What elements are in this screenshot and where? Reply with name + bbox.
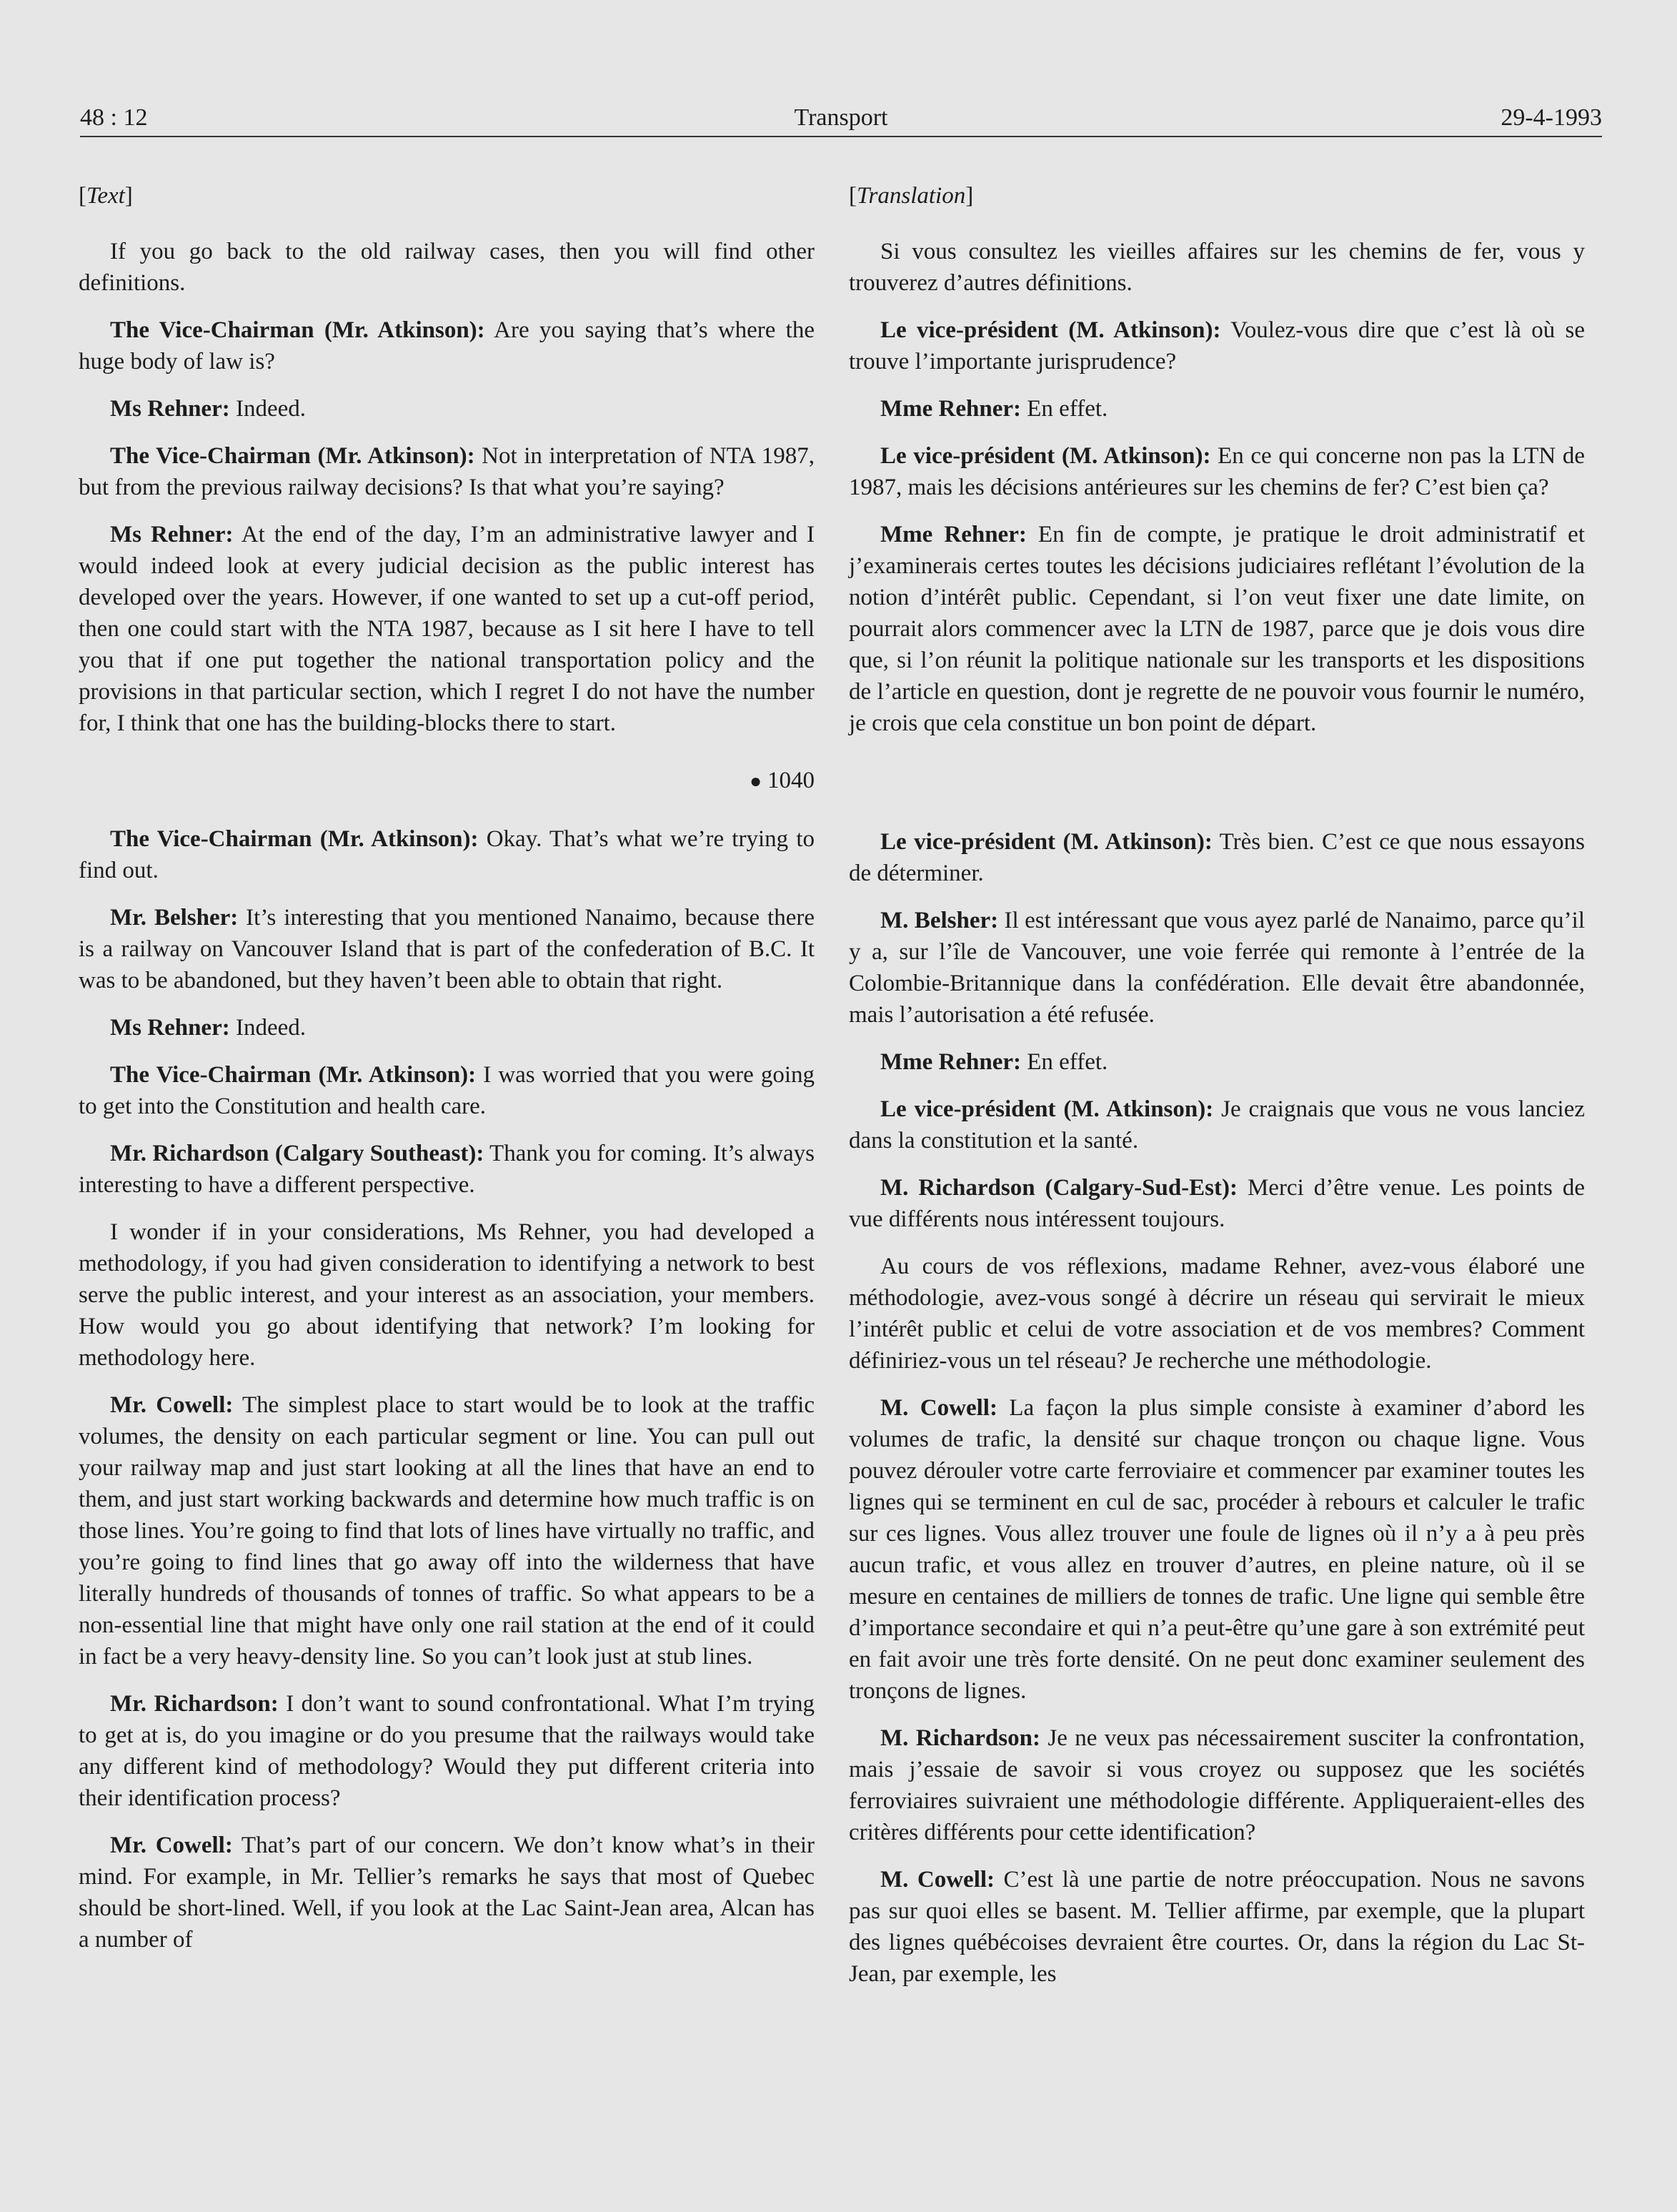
left-column-english <box>79 180 815 1971</box>
transcript-paragraph <box>849 314 1585 377</box>
speaker-name: Mr. Richardson: <box>110 1691 279 1717</box>
paragraph-text: En effet. <box>1021 1049 1108 1075</box>
speaker-name: Ms Rehner: <box>110 522 234 547</box>
paragraph-text: Merci d’être venue. Les points de vue différents nous intéressent toujours. <box>849 1175 1585 1232</box>
paragraph-text: At the end of the day, I’m an administrative lawyer and I would indeed look at every judicial decision as the public interest has developed over the years. However, if one wanted to set up a cut-off period, then one could start with the NTA 1987, because as I sit here I have to tell you that if one put together the national transportation policy and the provisions in that particular section, which I regret I do not have the number for, I think that one has the building-blocks there to start. <box>79 522 815 736</box>
paragraph-text: Not in interpretation of NTA 1987, but from the previous railway decisions? Is that what you’re saying? <box>79 443 815 500</box>
speaker-name: Mr. Belsher: <box>110 905 239 931</box>
transcript-paragraph <box>849 519 1585 739</box>
paragraph-text: Très bien. C’est ce que nous essayons de déterminer. <box>849 829 1585 886</box>
transcript-paragraph <box>79 1138 815 1201</box>
paragraph-text: C’est là une partie de notre préoccupation. Nous ne savons pas sur quoi elles se basent. M. Tellier affirme, par exemple, que la plupart des lignes québécoises devraient être courtes. Or, dans la région du Lac St-Jean, par exemple, les <box>849 1867 1585 1987</box>
paragraph-text: En effet. <box>1021 396 1108 422</box>
paragraph-text: It’s interesting that you mentioned Nanaimo, because there is a railway on Vancouver Island that is part of the confederation of B.C. It was to be abandoned, but they haven’t been able to obtain that right. <box>79 905 815 993</box>
speaker-name: Mr. Richardson (Calgary Southeast): <box>110 1141 484 1166</box>
transcript-paragraph <box>849 1722 1585 1848</box>
paragraph-text: I wonder if in your considerations, Ms Rehner, you had developed a methodology, if you had given consideration to identifying a network to best serve the public interest, and your interest as an association, your members. How would you go about identifying that network? I’m looking for methodology here. <box>79 1219 815 1371</box>
right-column-french <box>849 180 1585 2005</box>
paragraph-text: That’s part of our concern. We don’t know what’s in their mind. For example, in Mr. Tellier’s remarks he says that most of Quebec should be short-lined. Well, if you look at the Lac Saint-Jean area, Alcan has a number of <box>79 1832 815 1953</box>
speaker-name: M. Cowell: <box>880 1867 995 1893</box>
time-marker: ● 1040 <box>750 768 815 793</box>
marker-spacer <box>849 755 1585 826</box>
transcript-paragraph <box>79 393 815 425</box>
paragraph-text: Thank you for coming. It’s always interesting to have a different perspective. <box>79 1141 815 1198</box>
paragraph-text: Il est intéressant que vous ayez parlé de Nanaimo, parce qu’il y a, sur l’île de Vancouver, une voie ferrée qui remonte à l’entrée de la Colombie-Britannique dans la confédération. Elle devait être abandonnée, mais l’autorisation a été refusée. <box>849 908 1585 1028</box>
speaker-name: Ms Rehner: <box>110 396 230 422</box>
left-paragraphs-b <box>79 823 815 1955</box>
page-header <box>80 93 1602 137</box>
transcript-paragraph <box>79 1688 815 1814</box>
right-paragraphs-a <box>849 236 1585 739</box>
right-paragraphs-b <box>849 826 1585 1990</box>
speaker-name: Mme Rehner: <box>880 1049 1022 1075</box>
paragraph-text: En ce qui concerne non pas la LTN de 1987, mais les décisions antérieures sur les chemins de fer? C’est bien ça? <box>849 443 1585 500</box>
paragraph-text: Je craignais que vous ne vous lanciez dans la constitution et la santé. <box>849 1096 1585 1154</box>
transcript-paragraph <box>849 1046 1585 1078</box>
speaker-name: The Vice-Chairman (Mr. Atkinson): <box>110 443 475 469</box>
paragraph-text: If you go back to the old railway cases, then you will find other definitions. <box>79 239 815 296</box>
speaker-name: Le vice-président (M. Atkinson): <box>880 829 1213 855</box>
speaker-name: Mr. Cowell: <box>110 1832 233 1858</box>
speaker-name: M. Richardson: <box>880 1725 1040 1751</box>
speaker-name: Le vice-président (M. Atkinson): <box>880 317 1221 343</box>
publication-title: Transport <box>794 104 888 131</box>
transcript-paragraph <box>79 236 815 299</box>
speaker-name: The Vice-Chairman (Mr. Atkinson): <box>110 1062 477 1088</box>
paragraph-text: En fin de compte, je pratique le droit administratif et j’examinerais certes toutes les décisions judiciaires reflétant l’évolution de la notion d’intérêt public. Cependant, si l’on veut fixer une date limite, on pourrait alors commencer avec la LTN de 1987, parce que je dois vous dire que, si l’on réunit la politique nationale sur les transports et les dispositions de l’article en question, dont je regrette de ne pouvoir vous fournir le numéro, je crois que cela constitue un bon point de départ. <box>849 522 1585 736</box>
speaker-name: Le vice-président (M. Atkinson): <box>880 443 1211 469</box>
paragraph-text: The simplest place to start would be to look at the traffic volumes, the density on each particular segment or line. You can pull out your railway map and just start looking at all the lines that have an end to them, and just start working backwards and determine how much traffic is on those lines. You’re going to find that lots of lines have virtually no traffic, and you’re going to find lines that go away off into the wilderness that have literally hundreds of thousands of tonnes of traffic. So what appears to be a non-essential line that might have only one rail station at the end of it could in fact be a very heavy-density line. So you can’t look just at stub lines. <box>79 1392 815 1670</box>
bullet-icon: ● <box>750 770 762 793</box>
transcript-paragraph <box>849 826 1585 889</box>
left-paragraphs-a <box>79 236 815 739</box>
speaker-name: M. Belsher: <box>880 908 999 933</box>
speaker-name: Ms Rehner: <box>110 1015 230 1041</box>
transcript-paragraph <box>79 314 815 377</box>
paragraph-text: Si vous consultez les vieilles affaires sur les chemins de fer, vous y trouverez d’autres définitions. <box>849 239 1585 296</box>
transcript-paragraph <box>79 1389 815 1672</box>
paragraph-text: Indeed. <box>229 1015 307 1041</box>
transcript-paragraph <box>79 1830 815 1955</box>
speaker-name: The Vice-Chairman (Mr. Atkinson): <box>110 826 479 852</box>
paragraph-text: Indeed. <box>229 396 307 422</box>
transcript-paragraph <box>849 1251 1585 1377</box>
transcript-paragraph <box>849 1864 1585 1990</box>
transcript-paragraph <box>79 823 815 886</box>
paragraph-text: I don’t want to sound confrontational. What I’m trying to get at is, do you imagine or do you presume that the railways would take any different kind of methodology? Would they put different criteria into their identification process? <box>79 1691 815 1811</box>
transcript-paragraph <box>849 440 1585 503</box>
transcript-paragraph <box>79 1216 815 1374</box>
transcript-paragraph <box>79 902 815 996</box>
page-number: 48 : 12 <box>80 104 148 131</box>
transcript-paragraph <box>79 1012 815 1043</box>
paragraph-text: Je ne veux pas nécessairement susciter la confrontation, mais j’essaie de savoir si vous croyez ou supposez que les sociétés ferroviaires suivraient une méthodologie différente. Appliqueraient-elles des critères différents pour cette identification? <box>849 1725 1585 1845</box>
transcript-paragraph <box>79 1059 815 1122</box>
paragraph-text: I was worried that you were going to get into the Constitution and health care. <box>79 1062 815 1119</box>
transcript-paragraph <box>849 393 1585 425</box>
transcript-paragraph <box>849 1172 1585 1235</box>
transcript-paragraph <box>849 905 1585 1031</box>
transcript-paragraph <box>849 1093 1585 1156</box>
paragraph-text: Voulez-vous dire que c’est là où se trouve l’importante jurisprudence? <box>849 317 1585 375</box>
speaker-name: Le vice-président (M. Atkinson): <box>880 1096 1214 1122</box>
paragraph-text: Okay. That’s what we’re trying to find out. <box>79 826 815 883</box>
paragraph-text: Are you saying that’s where the huge body of law is? <box>79 317 815 375</box>
transcript-paragraph <box>79 440 815 503</box>
paragraph-text: La façon la plus simple consiste à examiner d’abord les volumes de trafic, la densité sur chaque tronçon ou chaque ligne. Vous pouvez dérouler votre carte ferroviaire et commencer par examiner toutes les lignes qui se terminent en cul de sac, procéder à rebours et calculer le trafic sur ces lignes. Vous allez trouver une foule de lignes où il n’y a à peu près aucun trafic, et vous allez en trouver d’autres, en pleine nature, où il se mesure en centaines de milliers de tonnes de trafic. Une ligne qui semble être d’importance secondaire et qui n’a peut-être qu’une gare à son extrémité peut en fait avoir une très forte densité. On ne peut donc examiner seulement des tronçons de lignes. <box>849 1395 1585 1704</box>
speaker-name: Mme Rehner: <box>880 522 1027 547</box>
transcript-paragraph <box>849 236 1585 299</box>
column-label: [Translation] <box>849 183 974 209</box>
speaker-name: Mr. Cowell: <box>110 1392 234 1418</box>
transcript-paragraph <box>79 519 815 739</box>
paragraph-text: Au cours de vos réflexions, madame Rehner, avez-vous élaboré une méthodologie, avez-vous songé à décrire un réseau qui servirait le mieux l’intérêt public et celui de votre association et de vos membres? Comment définiriez-vous un tel réseau? Je recherche une méthodologie. <box>849 1254 1585 1374</box>
speaker-name: Mme Rehner: <box>880 396 1022 422</box>
transcript-paragraph <box>849 1392 1585 1707</box>
speaker-name: M. Cowell: <box>880 1395 997 1421</box>
page-date: 29-4-1993 <box>1501 104 1602 131</box>
speaker-name: The Vice-Chairman (Mr. Atkinson): <box>110 317 485 343</box>
column-label: [Text] <box>79 183 133 209</box>
speaker-name: M. Richardson (Calgary-Sud-Est): <box>880 1175 1238 1201</box>
